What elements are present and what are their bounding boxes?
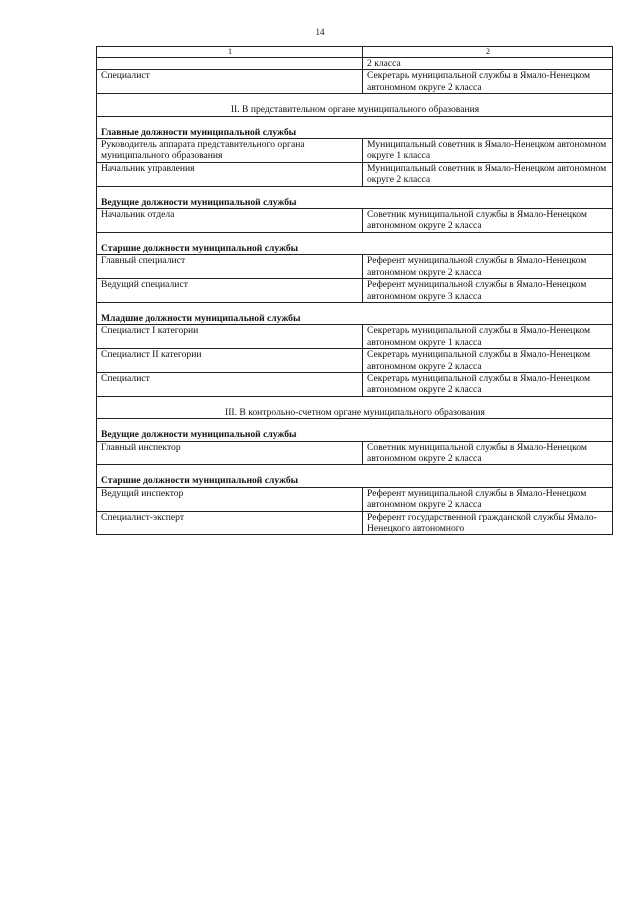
position-cell: [97, 58, 363, 70]
group-heading: Старшие должности муниципальной службы: [97, 465, 613, 487]
section-heading: II. В представительном органе муниципального образования: [97, 94, 613, 116]
column-number-1: 1: [97, 47, 363, 58]
class-rank-cell: Советник муниципальной службы в Ямало-Ненецком автономном округе 2 класса: [363, 209, 613, 233]
class-rank-cell: Референт муниципальной службы в Ямало-Ненецком автономном округе 3 класса: [363, 279, 613, 303]
position-cell: Начальник отдела: [97, 209, 363, 233]
group-heading: Старшие должности муниципальной службы: [97, 232, 613, 254]
table-row: [97, 372, 613, 396]
position-cell: Ведущий инспектор: [97, 487, 363, 511]
class-rank-cell: Референт муниципальной службы в Ямало-Ненецком автономном округе 2 класса: [363, 255, 613, 279]
group-heading-row: [97, 465, 613, 487]
position-cell: Специалист II категории: [97, 349, 363, 373]
section-heading-row: [97, 94, 613, 116]
position-cell: Специалист: [97, 372, 363, 396]
class-rank-cell: 2 класса: [363, 58, 613, 70]
position-cell: Специалист I категории: [97, 325, 363, 349]
column-number-2: 2: [363, 47, 613, 58]
table-row: [97, 139, 613, 163]
table-row: [97, 255, 613, 279]
class-rank-cell: Референт государственной гражданской службы Ямало-Ненецкого автономного: [363, 511, 613, 535]
group-heading-row: [97, 419, 613, 441]
table-row: [97, 58, 613, 70]
page-number: 14: [315, 27, 325, 37]
column-number-row: [97, 47, 613, 58]
table-row: [97, 162, 613, 186]
group-heading-row: [97, 116, 613, 138]
table-row: [97, 511, 613, 535]
table-row: [97, 487, 613, 511]
position-cell: Руководитель аппарата представительного органа муниципального образования: [97, 139, 363, 163]
table-row: [97, 279, 613, 303]
table-row: [97, 349, 613, 373]
table-row: [97, 325, 613, 349]
position-cell: Ведущий специалист: [97, 279, 363, 303]
positions-table-body: [97, 47, 613, 535]
class-rank-cell: Референт муниципальной службы в Ямало-Ненецком автономном округе 2 класса: [363, 487, 613, 511]
position-cell: Специалист-эксперт: [97, 511, 363, 535]
group-heading: Младшие должности муниципальной службы: [97, 302, 613, 324]
position-cell: Начальник управления: [97, 162, 363, 186]
class-rank-cell: Секретарь муниципальной службы в Ямало-Ненецком автономном округе 2 класса: [363, 372, 613, 396]
positions-table: [96, 46, 613, 535]
group-heading: Главные должности муниципальной службы: [97, 116, 613, 138]
class-rank-cell: Советник муниципальной службы в Ямало-Ненецком автономном округе 2 класса: [363, 441, 613, 465]
class-rank-cell: Муниципальный советник в Ямало-Ненецком автономном округе 2 класса: [363, 162, 613, 186]
position-cell: Главный специалист: [97, 255, 363, 279]
position-cell: Специалист: [97, 70, 363, 94]
class-rank-cell: Секретарь муниципальной службы в Ямало-Ненецком автономном округе 1 класса: [363, 325, 613, 349]
class-rank-cell: Секретарь муниципальной службы в Ямало-Ненецком автономном округе 2 класса: [363, 70, 613, 94]
section-heading-row: [97, 396, 613, 418]
table-row: [97, 209, 613, 233]
group-heading-row: [97, 186, 613, 208]
class-rank-cell: Муниципальный советник в Ямало-Ненецком автономном округе 1 класса: [363, 139, 613, 163]
class-rank-cell: Секретарь муниципальной службы в Ямало-Ненецком автономном округе 2 класса: [363, 349, 613, 373]
group-heading-row: [97, 302, 613, 324]
group-heading: Ведущие должности муниципальной службы: [97, 186, 613, 208]
section-heading: III. В контрольно-счетном органе муниципального образования: [97, 396, 613, 418]
position-cell: Главный инспектор: [97, 441, 363, 465]
table-row: [97, 441, 613, 465]
group-heading: Ведущие должности муниципальной службы: [97, 419, 613, 441]
table-row: [97, 70, 613, 94]
group-heading-row: [97, 232, 613, 254]
